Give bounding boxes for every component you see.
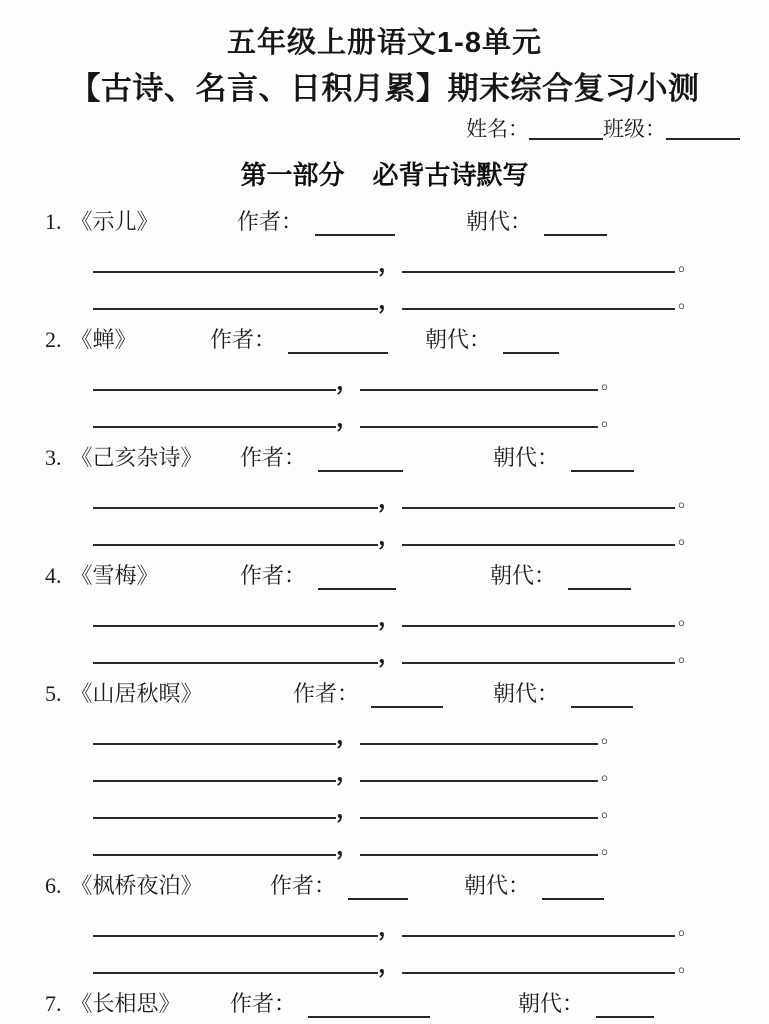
comma-mark: ， bbox=[378, 251, 402, 277]
item-title: 《山居秋暝》 bbox=[70, 681, 203, 706]
period-mark: 。 bbox=[601, 763, 621, 784]
poem-number-title bbox=[45, 680, 203, 708]
poem-answer-line bbox=[93, 354, 769, 395]
poem-answer-line bbox=[93, 937, 769, 978]
poem-answer-line bbox=[93, 509, 769, 550]
author-label: 作者： bbox=[293, 681, 360, 706]
period-mark: 。 bbox=[601, 837, 621, 858]
comma-mark: ， bbox=[378, 487, 402, 513]
answer-blank-first bbox=[93, 536, 378, 546]
class-blank bbox=[666, 118, 740, 140]
dynasty-blank bbox=[571, 448, 634, 472]
comma-mark: ， bbox=[336, 723, 360, 749]
author-label: 作者： bbox=[210, 327, 277, 352]
dynasty-label: 朝代： bbox=[466, 209, 533, 234]
comma-mark: ， bbox=[378, 915, 402, 941]
answer-blank-first bbox=[93, 927, 378, 937]
poem-number-title bbox=[45, 326, 137, 354]
answer-blank-first bbox=[93, 654, 378, 664]
poem-answer-line bbox=[93, 590, 769, 631]
dynasty-label: 朝代： bbox=[493, 445, 560, 470]
poem-answer-line bbox=[93, 627, 769, 668]
item-title: 《枫桥夜泊》 bbox=[70, 873, 203, 898]
poem-item bbox=[0, 986, 769, 1018]
item-title: 《雪梅》 bbox=[70, 563, 159, 588]
comma-mark: ， bbox=[336, 797, 360, 823]
author-blank bbox=[318, 448, 403, 472]
dynasty-field bbox=[493, 444, 634, 472]
item-number: 2. bbox=[45, 327, 62, 352]
answer-blank-first bbox=[93, 617, 378, 627]
dynasty-field bbox=[490, 562, 631, 590]
answer-blank-second bbox=[360, 809, 598, 819]
poem-answer-line bbox=[93, 708, 769, 749]
answer-blank-second bbox=[360, 735, 598, 745]
comma-mark: ， bbox=[336, 369, 360, 395]
dynasty-field bbox=[493, 680, 633, 708]
answer-blank-second bbox=[402, 499, 675, 509]
item-title: 《己亥杂诗》 bbox=[70, 445, 203, 470]
answer-blank-first bbox=[93, 735, 336, 745]
poem-number-title bbox=[45, 872, 203, 900]
dynasty-blank bbox=[568, 566, 631, 590]
dynasty-field bbox=[425, 326, 559, 354]
item-number: 5. bbox=[45, 681, 62, 706]
poem-item-head bbox=[0, 868, 769, 900]
answer-blank-first bbox=[93, 846, 336, 856]
item-number: 7. bbox=[45, 991, 62, 1016]
answer-blank-first bbox=[93, 964, 378, 974]
item-title: 《长相思》 bbox=[70, 991, 181, 1016]
author-label: 作者： bbox=[237, 209, 304, 234]
period-mark: 。 bbox=[678, 955, 698, 976]
dynasty-label: 朝代： bbox=[464, 873, 531, 898]
period-mark: 。 bbox=[601, 800, 621, 821]
answer-blank-first bbox=[93, 263, 378, 273]
poem-item-head bbox=[0, 986, 769, 1018]
answer-blank-second bbox=[360, 418, 598, 428]
author-field bbox=[240, 562, 396, 590]
dynasty-field bbox=[518, 990, 654, 1018]
author-blank bbox=[288, 330, 388, 354]
section-title-part1: 第一部分 bbox=[240, 160, 345, 190]
period-mark: 。 bbox=[678, 254, 698, 275]
period-mark: 。 bbox=[678, 527, 698, 548]
comma-mark: ， bbox=[378, 605, 402, 631]
answer-blank-second bbox=[360, 381, 598, 391]
answer-blank-first bbox=[93, 499, 378, 509]
comma-mark: ， bbox=[336, 760, 360, 786]
poem-number-title bbox=[45, 208, 159, 236]
item-number: 4. bbox=[45, 563, 62, 588]
period-mark: 。 bbox=[678, 608, 698, 629]
period-mark: 。 bbox=[678, 490, 698, 511]
comma-mark: ， bbox=[378, 288, 402, 314]
dynasty-label: 朝代： bbox=[425, 327, 492, 352]
poem-answer-line bbox=[93, 819, 769, 860]
poem-answer-line bbox=[93, 745, 769, 786]
item-number: 3. bbox=[45, 445, 62, 470]
author-field bbox=[230, 990, 430, 1018]
author-field bbox=[270, 872, 408, 900]
author-field bbox=[240, 444, 403, 472]
poem-answer-line bbox=[93, 273, 769, 314]
author-label: 作者： bbox=[240, 445, 307, 470]
poem-item-head bbox=[0, 440, 769, 472]
poem-answer-line bbox=[93, 391, 769, 432]
answer-blank-second bbox=[402, 300, 675, 310]
comma-mark: ， bbox=[378, 524, 402, 550]
author-label: 作者： bbox=[270, 873, 337, 898]
dynasty-field bbox=[466, 208, 607, 236]
comma-mark: ， bbox=[378, 642, 402, 668]
author-field bbox=[293, 680, 443, 708]
author-blank bbox=[318, 566, 396, 590]
class-label: 班级： bbox=[603, 117, 666, 141]
poem-item-head bbox=[0, 204, 769, 236]
page-subtitle: 【古诗、名言、日积月累】期末综合复习小测 bbox=[69, 71, 700, 106]
dynasty-blank bbox=[503, 330, 559, 354]
author-blank bbox=[371, 684, 443, 708]
answer-blank-second bbox=[402, 263, 675, 273]
answer-blank-second bbox=[402, 654, 675, 664]
author-field bbox=[237, 208, 395, 236]
comma-mark: ， bbox=[378, 952, 402, 978]
comma-mark: ， bbox=[336, 834, 360, 860]
author-blank bbox=[348, 876, 408, 900]
poem-item bbox=[0, 322, 769, 432]
poem-item-list bbox=[0, 204, 769, 1018]
period-mark: 。 bbox=[678, 918, 698, 939]
period-mark: 。 bbox=[601, 726, 621, 747]
dynasty-label: 朝代： bbox=[493, 681, 560, 706]
poem-item bbox=[0, 440, 769, 550]
dynasty-field bbox=[464, 872, 604, 900]
author-field bbox=[210, 326, 388, 354]
name-class-row bbox=[0, 114, 769, 144]
poem-item bbox=[0, 204, 769, 314]
poem-item-head bbox=[0, 322, 769, 354]
poem-answer-line bbox=[93, 782, 769, 823]
answer-blank-first bbox=[93, 381, 336, 391]
dynasty-blank bbox=[544, 212, 607, 236]
answer-blank-first bbox=[93, 418, 336, 428]
page-title: 五年级上册语文1-8单元 bbox=[227, 27, 542, 59]
comma-mark: ， bbox=[336, 406, 360, 432]
poem-answer-line bbox=[93, 900, 769, 941]
dynasty-label: 朝代： bbox=[518, 991, 585, 1016]
poem-item-head bbox=[0, 558, 769, 590]
poem-item bbox=[0, 676, 769, 860]
poem-number-title bbox=[45, 990, 181, 1018]
author-label: 作者： bbox=[230, 991, 297, 1016]
poem-item bbox=[0, 868, 769, 978]
answer-blank-second bbox=[360, 846, 598, 856]
name-blank bbox=[529, 118, 603, 140]
period-mark: 。 bbox=[678, 291, 698, 312]
author-blank bbox=[315, 212, 395, 236]
item-number: 6. bbox=[45, 873, 62, 898]
poem-number-title bbox=[45, 562, 159, 590]
answer-blank-first bbox=[93, 300, 378, 310]
period-mark: 。 bbox=[601, 372, 621, 393]
item-title: 《示儿》 bbox=[70, 209, 159, 234]
dynasty-blank bbox=[596, 994, 654, 1018]
dynasty-label: 朝代： bbox=[490, 563, 557, 588]
item-title: 《蝉》 bbox=[70, 327, 137, 352]
period-mark: 。 bbox=[601, 409, 621, 430]
answer-blank-second bbox=[402, 536, 675, 546]
section-title bbox=[0, 158, 769, 192]
answer-blank-first bbox=[93, 809, 336, 819]
section-title-part2: 必背古诗默写 bbox=[372, 160, 529, 190]
dynasty-blank bbox=[542, 876, 604, 900]
answer-blank-second bbox=[402, 617, 675, 627]
period-mark: 。 bbox=[678, 645, 698, 666]
dynasty-blank bbox=[571, 684, 633, 708]
poem-answer-line bbox=[93, 472, 769, 513]
name-label: 姓名： bbox=[466, 117, 529, 141]
poem-answer-line bbox=[93, 236, 769, 277]
answer-blank-first bbox=[93, 772, 336, 782]
answer-blank-second bbox=[402, 964, 675, 974]
answer-blank-second bbox=[402, 927, 675, 937]
item-number: 1. bbox=[45, 209, 62, 234]
author-blank bbox=[308, 994, 430, 1018]
author-label: 作者： bbox=[240, 563, 307, 588]
answer-blank-second bbox=[360, 772, 598, 782]
poem-item bbox=[0, 558, 769, 668]
poem-number-title bbox=[45, 444, 203, 472]
poem-item-head bbox=[0, 676, 769, 708]
